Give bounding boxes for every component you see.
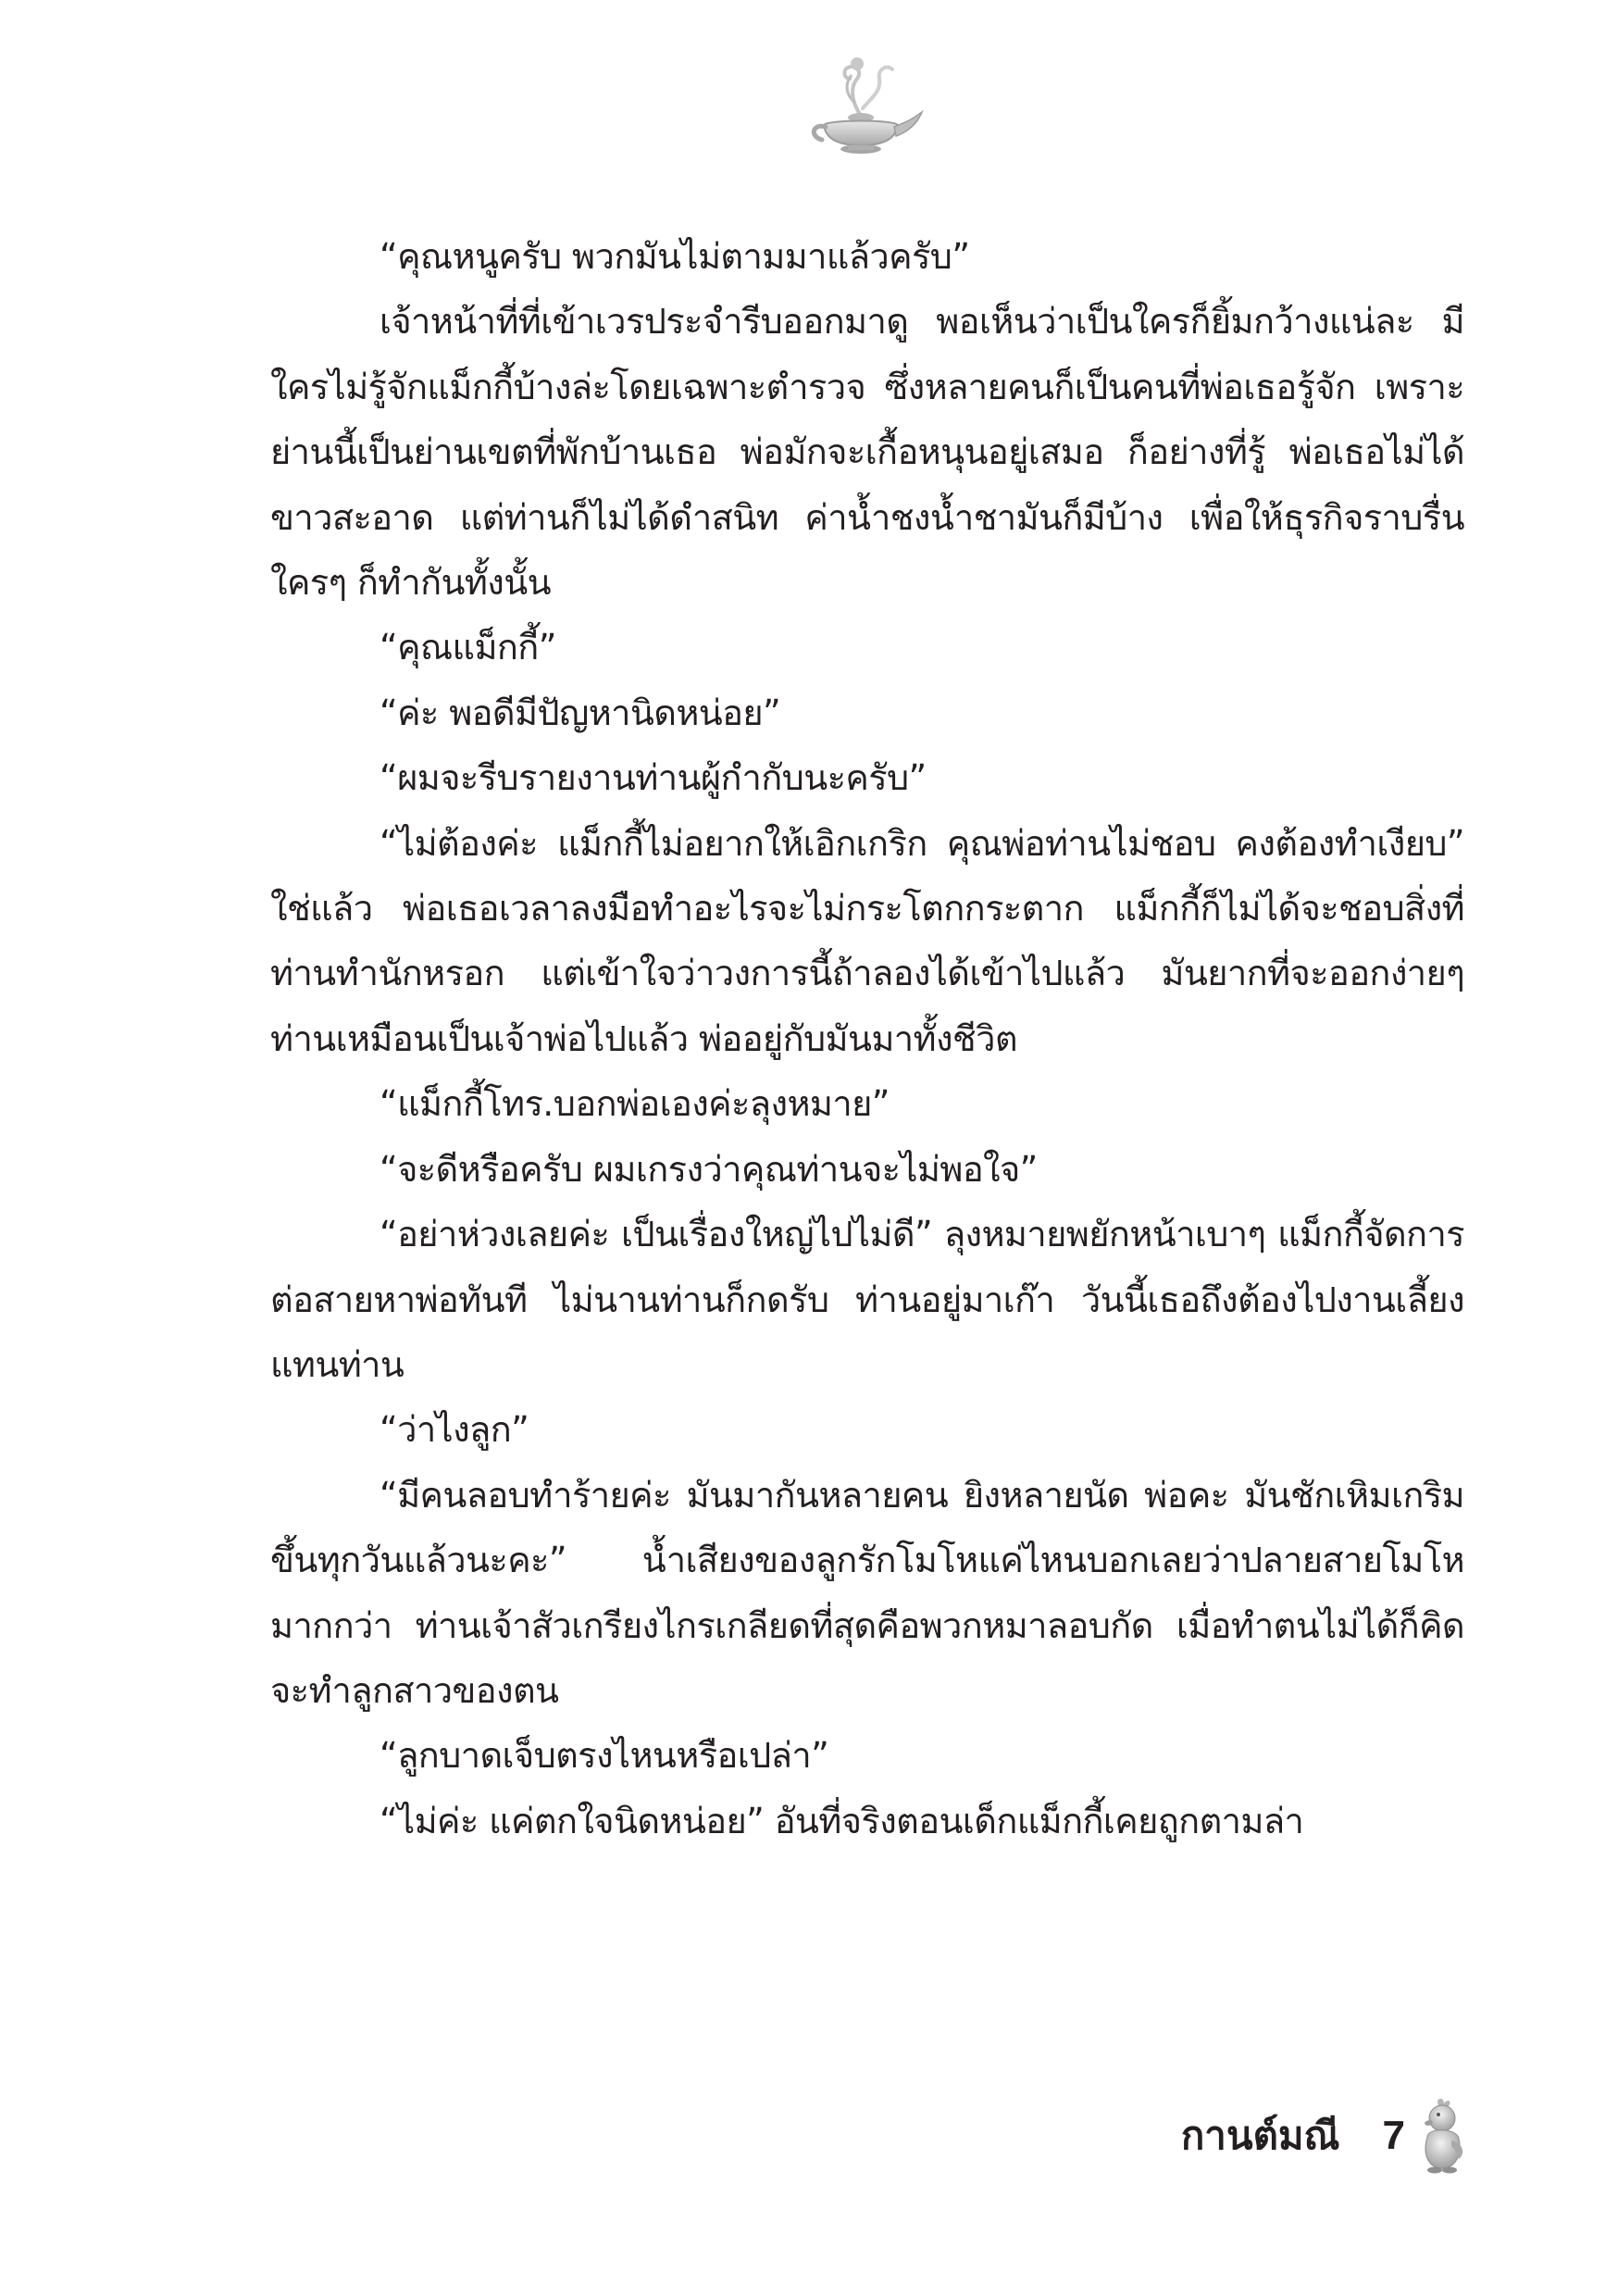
paragraph: “จะดีหรือครับ ผมเกรงว่าคุณท่านจะไม่พอใจ” bbox=[380, 1148, 1038, 1190]
paragraph: “คุณแม็กกี้” bbox=[380, 627, 556, 668]
mascot-icon bbox=[1411, 2096, 1470, 2176]
paragraph: “มีคนลอบทำร้ายค่ะ มันมากันหลายคน ยิงหลายนัด พ่อคะ มันชักเหิมเกริมขึ้นทุกวันแล้วนะคะ” น้ำเสียงของลูกรักโมโหแค่ไหนบอกเลยว่าปลายสายโมโหมากกว่า ท่านเจ้าสัวเกรียงไกรเกลียดที่สุดคือพวกหมาลอบกัด เมื่อทำตนไม่ได้ก็คิดจะทำลูกสาวของตน bbox=[270, 1474, 1464, 1711]
paragraph: “แม็กกี้โทร.บอกพ่อเองค่ะลุงหมาย” bbox=[380, 1083, 890, 1125]
book-title: กานต์มณี bbox=[1180, 2113, 1340, 2158]
paragraph: “ไม่ค่ะ แค่ตกใจนิดหน่อย” อันที่จริงตอนเด็กแม็กกี้เคยถูกตามล่า bbox=[380, 1800, 1304, 1841]
paragraph: เจ้าหน้าที่ที่เข้าเวรประจำรีบออกมาดู พอเห็นว่าเป็นใครก็ยิ้มกว้างแน่ละ มีใครไม่รู้จักแม็กกี้บ้างล่ะโดยเฉพาะตำรวจ ซึ่งหลายคนก็เป็นคนที่พ่อเธอรู้จัก เพราะย่านนี้เป็นย่านเขตที่พักบ้านเธอ พ่อมักจะเกื้อหนุนอยู่เสมอ ก็อย่างที่รู้ พ่อเธอไม่ได้ขาวสะอาด แต่ท่านก็ไม่ได้ดำสนิท ค่าน้ำชงน้ำชามันก็มีบ้าง เพื่อให้ธุรกิจราบรื่น ใครๆ ก็ทำกันทั้งนั้น bbox=[270, 301, 1464, 604]
paragraph: “คุณหนูครับ พวกมันไม่ตามมาแล้วครับ” bbox=[380, 236, 970, 277]
paragraph: “ค่ะ พอดีมีปัญหานิดหน่อย” bbox=[380, 692, 781, 733]
page-number: 7 bbox=[1382, 2113, 1405, 2158]
paragraph: “ไม่ต้องค่ะ แม็กกี้ไม่อยากให้เอิกเกริก คุณพ่อท่านไม่ชอบ คงต้องทำเงียบ” ใช่แล้ว พ่อเธอเวลาลงมือทำอะไรจะไม่กระโตกกระตาก แม็กกี้ก็ไม่ได้จะชอบสิ่งที่ท่านทำนักหรอก แต่เข้าใจว่าวงการนี้ถ้าลองได้เข้าไปแล้ว มันยากที่จะออกง่ายๆ ท่านเหมือนเป็นเจ้าพ่อไปแล้ว พ่ออยู่กับมันมาทั้งชีวิต bbox=[270, 822, 1464, 1059]
paragraph: “ผมจะรีบรายงานท่านผู้กำกับนะครับ” bbox=[380, 757, 927, 799]
paragraph: “ว่าไงลูก” bbox=[380, 1409, 529, 1451]
page-footer bbox=[1181, 2094, 1470, 2177]
body-text bbox=[270, 224, 1464, 1853]
genie-lamp-icon bbox=[796, 51, 926, 162]
paragraph: “ลูกบาดเจ็บตรงไหนหรือเปล่า” bbox=[380, 1735, 829, 1777]
paragraph: “อย่าห่วงเลยค่ะ เป็นเรื่องใหญ่ไปไม่ดี” ลุงหมายพยักหน้าเบาๆ แม็กกี้จัดการต่อสายหาพ่อทันที ไม่นานท่านก็กดรับ ท่านอยู่มาเก๊า วันนี้เธอถึงต้องไปงานเลี้ยงแทนท่าน bbox=[270, 1214, 1464, 1385]
